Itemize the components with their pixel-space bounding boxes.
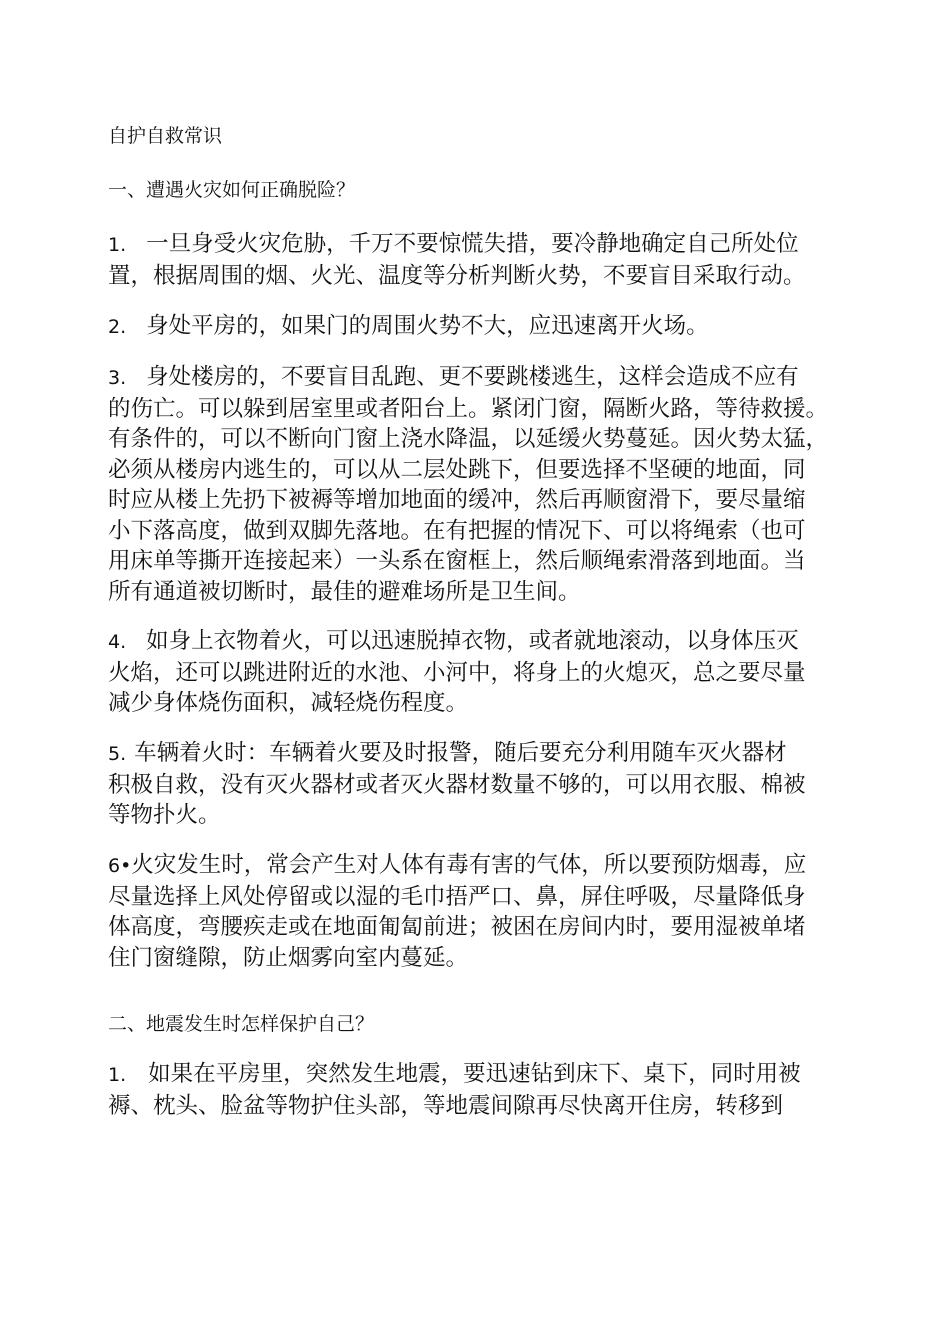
paragraph-line: 尽量选择上风处停留或以湿的毛巾捂严口、鼻，屏住呼吸，尽量降低身: [108, 883, 806, 910]
paragraph-line: 的伤亡。可以躲到居室里或者阳台上。紧闭门窗，隔断火路，等待救援。: [108, 395, 829, 422]
item-number: 5.: [108, 743, 127, 765]
paragraph-line: 等物扑火。: [108, 802, 221, 828]
fire-item-5: [108, 738, 848, 831]
item-number: 1.: [108, 1064, 127, 1086]
paragraph-line: 住门窗缝隙，防止烟雾向室内蔓延。: [108, 944, 469, 971]
paragraph-line: 积极自救，没有灭火器材或者灭火器材数量不够的，可以用衣服、棉被: [108, 771, 806, 798]
fire-item-1: [108, 229, 848, 291]
earthquake-item-1: [108, 1059, 848, 1121]
item-number: 4.: [108, 631, 127, 653]
paragraph-line: 1. 如果在平房里，突然发生地震，要迅速钻到床下、桌下，同时用被: [108, 1061, 801, 1087]
item-number: 6•: [108, 855, 132, 877]
fire-item-2: [108, 311, 848, 343]
paragraph-line: 4. 如身上衣物着火，可以迅速脱掉衣物，或者就地滚动，以身体压灭: [108, 628, 799, 654]
fire-item-4: [108, 626, 848, 719]
paragraph-line: 火焰，还可以跳进附近的水池、小河中，将身上的火熄灭，总之要尽量: [108, 659, 806, 686]
paragraph-line: 6•火灾发生时，常会产生对人体有毒有害的气体，所以要预防烟毒，应: [108, 852, 807, 878]
fire-item-3: [108, 362, 848, 607]
item-number: 3.: [108, 367, 127, 389]
paragraph-line: 褥、枕头、脸盆等物护住头部，等地震间隙再尽快离开住房，转移到: [108, 1092, 784, 1119]
section-heading-earthquake: 二、地震发生时怎样保护自己？: [108, 1013, 375, 1035]
paragraph-line: 小下落高度，做到双脚先落地。在有把握的情况下、可以将绳索（也可: [108, 517, 806, 544]
paragraph-line: 有条件的，可以不断向门窗上浇水降温，以延缓火势蔓延。因火势太猛，: [108, 426, 829, 452]
paragraph-line: 3. 身处楼房的，不要盲目乱跑、更不要跳楼逃生，这样会造成不应有: [108, 364, 799, 390]
paragraph-line: 5. 车辆着火时：车辆着火要及时报警，随后要充分利用随车灭火器材: [108, 740, 787, 766]
paragraph-line: 必须从楼房内逃生的，可以从二层处跳下，但要选择不坚硬的地面，同: [108, 456, 806, 483]
paragraph-line: 所有通道被切断时，最佳的避难场所是卫生间。: [108, 578, 581, 605]
fire-item-6: [108, 850, 848, 973]
paragraph-line: 2. 身处平房的，如果门的周围火势不大，应迅速离开火场。: [108, 313, 709, 339]
paragraph-line: 用床单等撕开连接起来）一头系在窗框上，然后顺绳索滑落到地面。当: [108, 548, 806, 574]
section-heading-fire: 一、遭遇火灾如何正确脱险？: [108, 179, 356, 201]
paragraph-line: 置，根据周围的烟、火光、温度等分析判断火势，不要盲目采取行动。: [108, 262, 806, 289]
item-number: 2.: [108, 316, 127, 338]
document-title: 自护自救常识: [108, 125, 223, 147]
paragraph-line: 1. 一旦身受火灾危胁，千万不要惊慌失措，要冷静地确定自己所处位: [108, 231, 799, 257]
paragraph-line: 体高度，弯腰疾走或在地面匍匐前进；被困在房间内时，要用湿被单堵: [108, 914, 806, 940]
paragraph-line: 时应从楼上先扔下被褥等增加地面的缓冲，然后再顺窗滑下，要尽量缩: [108, 487, 806, 513]
paragraph-line: 减少身体烧伤面积，减轻烧伤程度。: [108, 690, 469, 716]
item-number: 1.: [108, 234, 127, 256]
